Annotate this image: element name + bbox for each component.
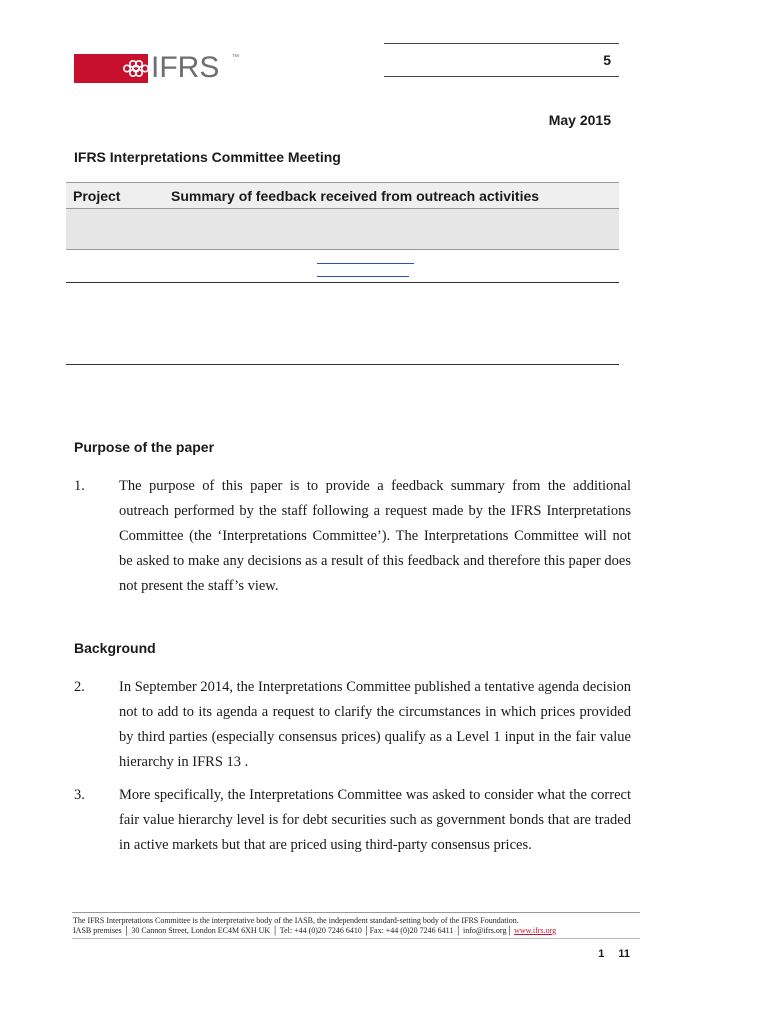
website-link[interactable]: www.ifrs.org	[514, 926, 557, 935]
footer-contact	[73, 926, 556, 935]
paragraph-3	[74, 783, 631, 883]
agenda-number: 5	[603, 52, 611, 68]
contact-link-2[interactable]	[317, 276, 409, 277]
ifrs-logo	[74, 51, 240, 84]
meeting-title: IFRS Interpretations Committee Meeting	[74, 149, 341, 165]
footer-address: IASB premises │ 30 Cannon Street, London EC4M 6XH UK │ Tel: +44 (0)20 7246 6410 │Fax: +44 (0)20 7246 6411 │ info@ifrs.org│	[73, 926, 515, 935]
purpose-heading: Purpose of the paper	[74, 439, 215, 455]
paragraph-text: In September 2014, the Interpretations Committee published a tentative agenda decision not to add to its agenda a request to clarify the circumstances in which prices provided by third parties (especially consensus prices) qualify as a Level 1 input in the fair value hierarchy in IFRS 13 .	[119, 679, 631, 770]
disclaimer-divider	[66, 364, 619, 365]
page-number	[598, 948, 630, 960]
paragraph-2	[74, 675, 631, 775]
footer-divider	[72, 912, 640, 913]
agenda-ref-box	[384, 43, 619, 77]
project-table	[66, 182, 619, 283]
project-label: Project	[73, 188, 121, 204]
contact-links-row	[66, 250, 619, 283]
paragraph-text: More specifically, the Interpretations Committee was asked to consider what the correct fair value hierarchy level is for debt securities such as government bonds that are traded in active markets but that are priced using third-party consensus prices.	[119, 787, 631, 853]
contact-link-1[interactable]	[317, 263, 414, 264]
paragraph-1	[74, 474, 631, 599]
logo-wordmark: IFRS	[151, 51, 220, 84]
logo-red-block	[74, 54, 148, 83]
background-heading: Background	[74, 640, 156, 656]
meeting-date: May 2015	[548, 112, 611, 128]
footer-description: The IFRS Interpretations Committee is the interpretative body of the IASB, the independent standard-setting body of the IFRS Foundation.	[73, 916, 519, 925]
logo-flower-icon	[74, 54, 148, 83]
paragraph-number: 1.	[74, 478, 85, 494]
project-topic-row	[66, 209, 619, 250]
project-header-row	[66, 182, 619, 209]
logo-trademark: ™	[232, 54, 239, 61]
footer-bottom-divider	[72, 938, 640, 939]
project-title: Summary of feedback received from outreach activities	[171, 188, 540, 204]
page-current: 1	[598, 948, 605, 960]
paragraph-text: The purpose of this paper is to provide a feedback summary from the additional outreach performed by the staff following a request made by the IFRS Interpretations Committee (the ‘Interpretations Committee’). The Interpretations Committee will not be asked to make any decisions as a result of this feedback and therefore this paper does not present the staff’s view.	[119, 478, 631, 594]
page-total: 11	[618, 948, 630, 960]
paragraph-number: 2.	[74, 679, 85, 695]
paragraph-number: 3.	[74, 787, 85, 803]
